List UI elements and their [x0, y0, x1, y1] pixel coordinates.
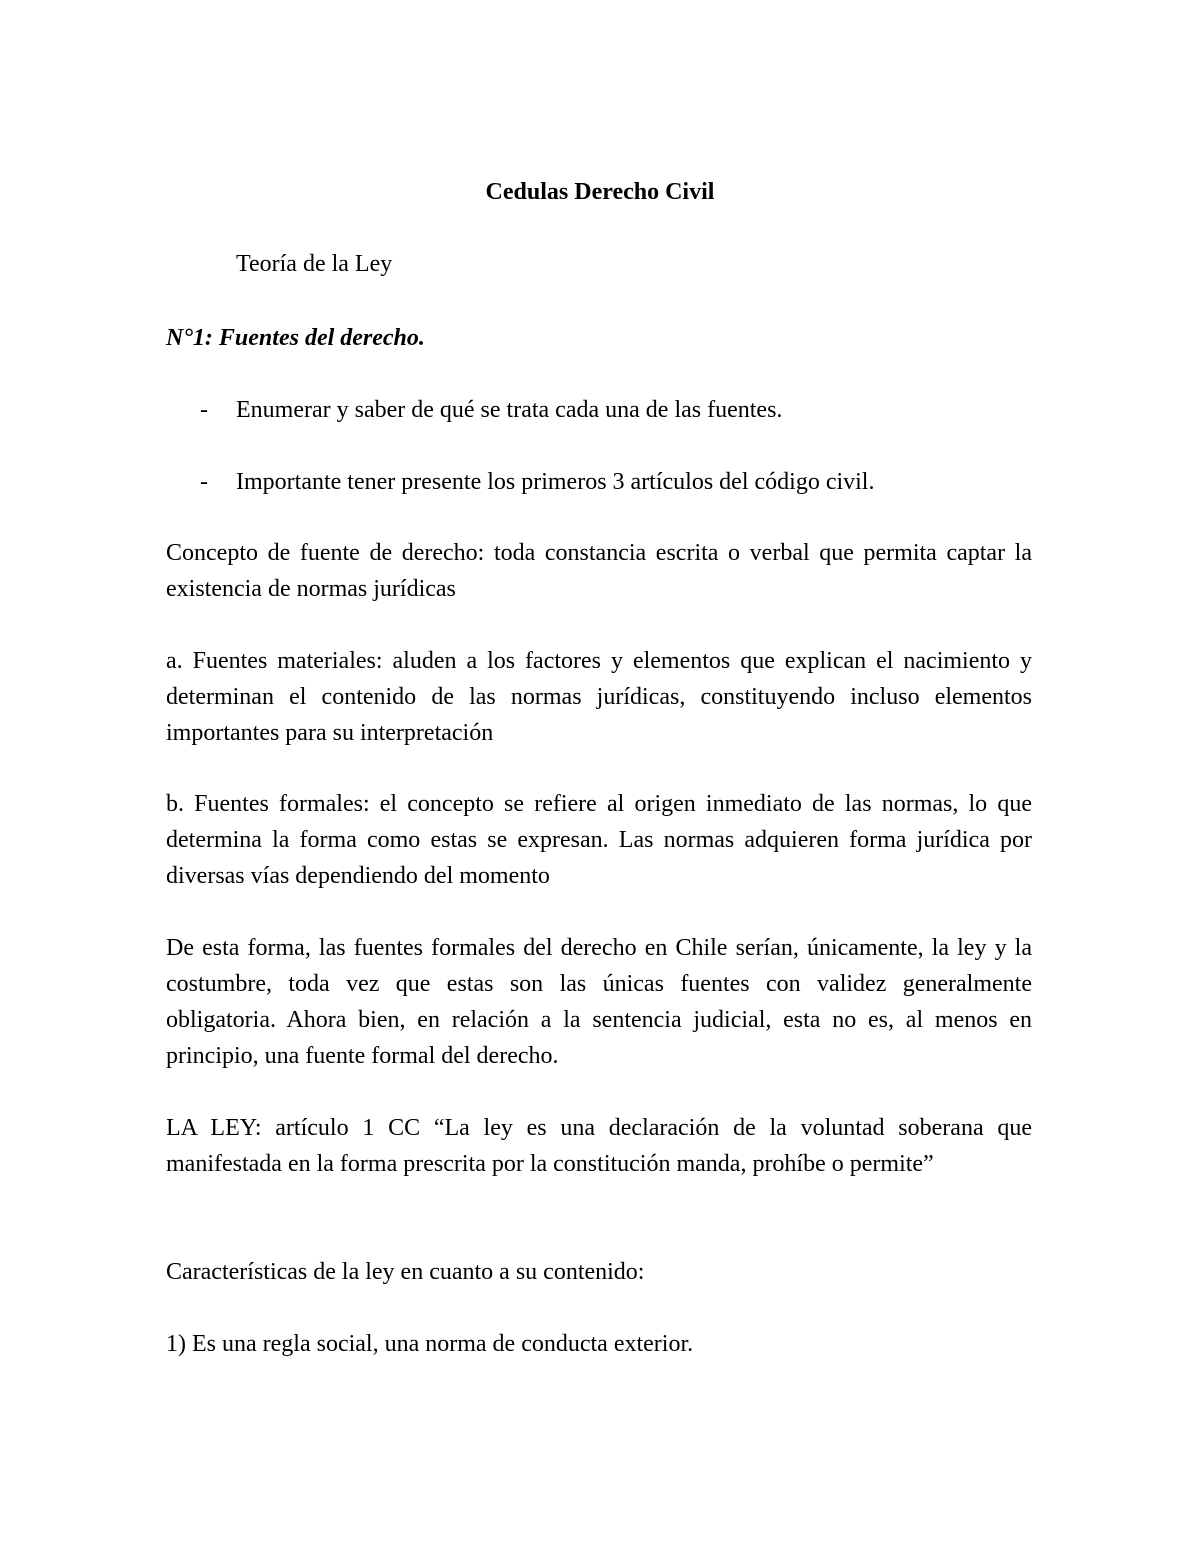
paragraph-formal-sources: b. Fuentes formales: el concepto se refiere al origen inmediato de las normas, lo que determina la forma como estas se expresan. Las normas adquieren forma jurídica por diversas vías dependiendo del momento: [166, 791, 1032, 889]
paragraph-first-characteristic: 1) Es una regla social, una norma de conducta exterior.: [166, 1331, 694, 1357]
paragraph-chile-sources: De esta forma, las fuentes formales del derecho en Chile serían, únicamente, la ley y la costumbre, toda vez que estas son las únicas fuentes con validez generalmente obligatoria. Ahora bien, en relación a la sentencia judicial, esta no es, al menos en principio, una fuente formal del derecho.: [166, 935, 1032, 1069]
bullet-text: Importante tener presente los primeros 3 artículos del código civil.: [236, 469, 875, 495]
bullet-dash: -: [200, 469, 208, 495]
paragraph-characteristics: Características de la ley en cuanto a su contenido:: [166, 1259, 645, 1285]
cedula-heading: N°1: Fuentes del derecho.: [166, 325, 425, 351]
bullet-dash: -: [200, 397, 208, 423]
document-title: Cedulas Derecho Civil: [485, 179, 715, 205]
bullet-text: Enumerar y saber de qué se trata cada una de las fuentes.: [236, 397, 783, 423]
paragraph-la-ley: LA LEY: artículo 1 CC “La ley es una declaración de la voluntad soberana que manifestada en la forma prescrita por la constitución manda, prohíbe o permite”: [166, 1115, 1032, 1177]
section-title: Teoría de la Ley: [236, 251, 393, 277]
paragraph-material-sources: a. Fuentes materiales: aluden a los factores y elementos que explican el nacimiento y determinan el contenido de las normas jurídicas, constituyendo incluso elementos importantes para su interpretación: [166, 648, 1032, 746]
paragraph-concept: Concepto de fuente de derecho: toda constancia escrita o verbal que permita captar la existencia de normas jurídicas: [166, 540, 1032, 602]
